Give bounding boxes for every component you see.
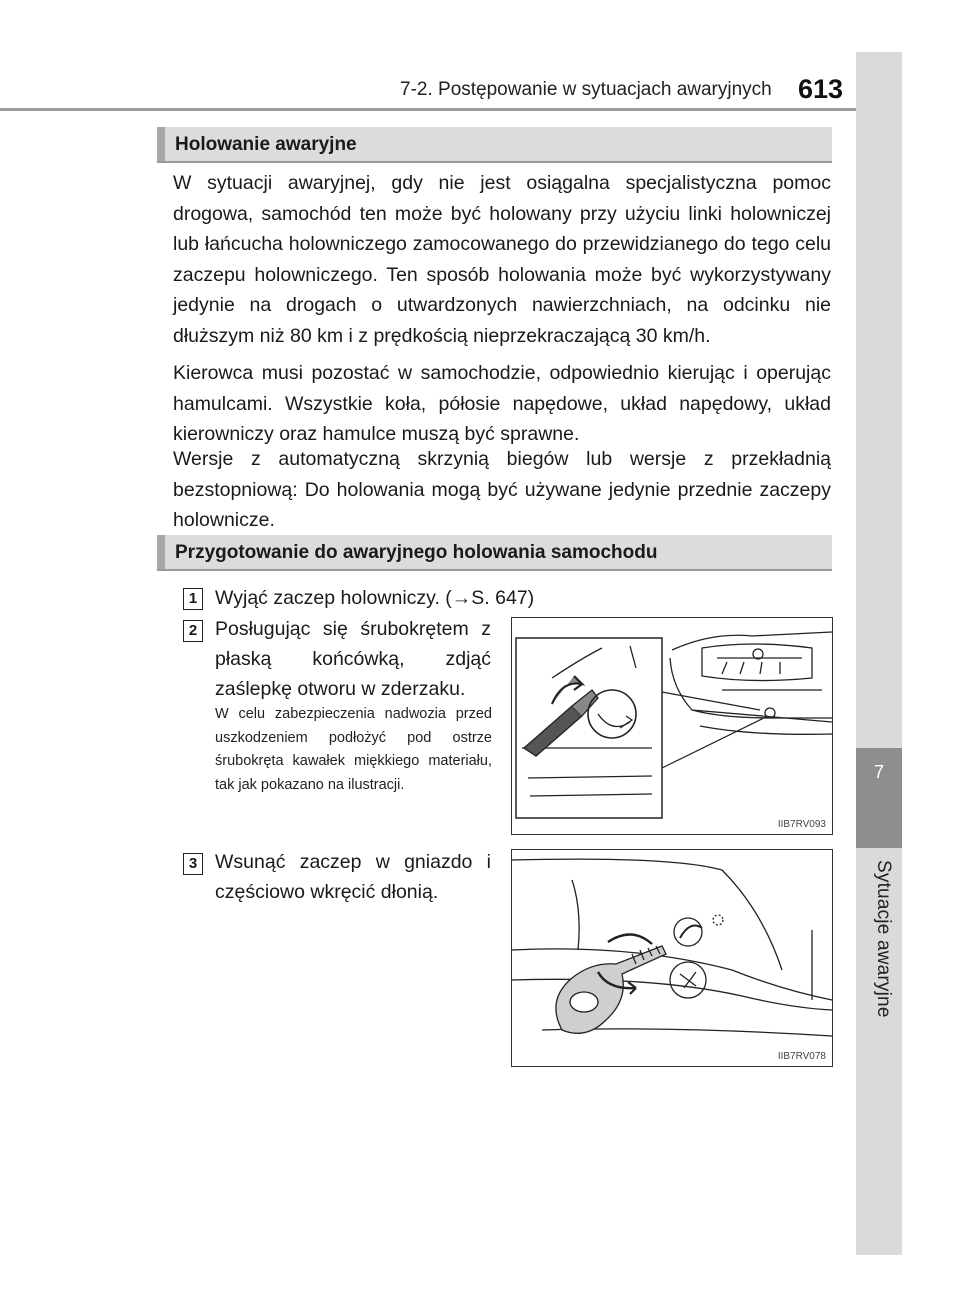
illustration-towing-eyelet-insertion (511, 849, 833, 1067)
figure-code: IIB7RV093 (777, 819, 826, 830)
step-text: Wyjąć zaczep holowniczy. (→S. 647) (215, 587, 535, 609)
section-heading-bar (157, 127, 832, 163)
paragraph: Wersje z automatyczną skrzynią biegów lub wersje z przekładnią bezstopniową: Do holowania mogą być używane jedynie przednie zaczepy holownicze. (173, 448, 831, 531)
step-text: Posługując się śrubokrętem z płaską końcówką, zdjąć zaślepkę otworu w zderzaku. (215, 618, 491, 700)
towing-eyelet-drawing (512, 850, 832, 1066)
page-number: 613 (798, 74, 844, 104)
paragraph: Kierowca musi pozostać w samochodzie, odpowiednio kierując i operując hamulcami. Wszystkie koła, półosie napędowe, układ napędowy, układ kierowniczy oraz hamulce muszą być sprawne. (173, 362, 831, 445)
figure-code: IIB7RV078 (777, 1051, 826, 1062)
step-note: W celu zabezpieczenia nadwozia przed uszkodzeniem podłożyć pod ostrze śrubokręta kawałek miękkiego materiału, tak jak pokazano na ilustracji. (215, 706, 492, 793)
paragraph: W sytuacji awaryjnej, gdy nie jest osiągalna specjalistyczna pomoc drogowa, samochód ten może być holowany przy użyciu linki holowniczej lub łańcucha holowniczego zamocowanego do przewidzianego do tego celu zaczepu holowniczego. Ten sposób holowania może być wykorzystywany jedynie na drogach o utwardzonych nawierzchniach, na odcinku nie dłuższym niż 80 km i z prędkością nieprzekraczającą 30 km/h. (173, 172, 831, 347)
step-text: Wsunąć zaczep w gniazdo i częściowo wkręcić dłonią. (215, 851, 491, 903)
step-number-badge: 2 (183, 620, 203, 642)
header-divider (0, 108, 900, 111)
step-number-badge: 1 (183, 588, 203, 610)
chapter-side-tab (856, 52, 902, 1255)
running-header: 7-2. Postępowanie w sytuacjach awaryjnych (400, 79, 772, 100)
chapter-label: Sytuacje awaryjne (873, 860, 894, 1018)
step-number-badge: 3 (183, 853, 203, 875)
section-heading: Holowanie awaryjne (175, 134, 357, 155)
bumper-cover-removal-drawing (512, 618, 832, 834)
section-heading-bar (157, 535, 832, 571)
illustration-bumper-cover-removal (511, 617, 833, 835)
chapter-number: 7 (873, 762, 884, 782)
section-heading: Przygotowanie do awaryjnego holowania samochodu (175, 542, 658, 563)
